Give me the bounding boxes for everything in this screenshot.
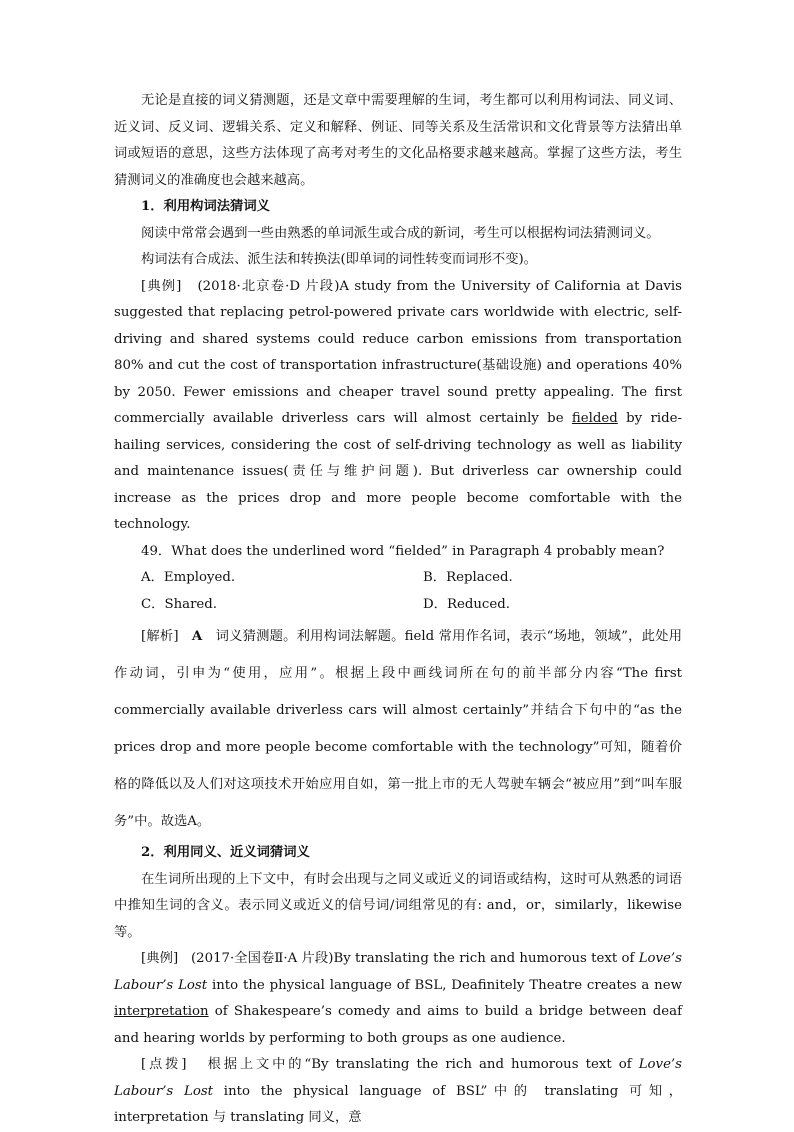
section-1-paragraph-1: 阅读中常常会遇到一些由熟悉的单词派生或合成的新词，考生可以根据构词法猜测词义。	[141, 225, 660, 241]
option-d: D．Reduced.	[423, 596, 510, 612]
tip-text: 根据上文中的“By translating the rich and humorous text of	[207, 1057, 639, 1072]
example-source: (2017·全国卷Ⅱ·A 片段)	[190, 951, 334, 966]
tip-title: Love’s Labour’s Lost	[114, 1057, 682, 1099]
analysis-tag: [解析]	[141, 629, 179, 644]
intro-paragraph: 无论是直接的词义猜测题，还是文章中需要理解的生词，考生都可以利用构词法、同义词、近义词、反义词、逻辑关系、定义和解释、例证、同等关系及生活常识和文化背景等方法猜出单词或短语的意思，这些方法体现了高考对考生的文化品格要求越来越高。掌握了这些方法，考生猜测词义的准确度也会越来越高。	[114, 93, 682, 188]
example-1	[114, 274, 682, 539]
example-source: (2018·北京卷·D 片段)	[197, 278, 340, 294]
analysis-text: 词义猜测题。利用构词法解题。field 常用作名词，表示“场地，领域”，此处用作动词，引申为“使用，应用”。根据上段中画线词所在句的前半部分内容“The first commercially available driverless cars will almost certainly”并结合下句中的“as the prices drop and more people become comfortable with the technology”可知，随着价格的降低以及人们对这项技术开始应用自如，第一批上市的无人驾驶车辆会“被应用”到“叫车服务”中。故选A。	[114, 629, 682, 829]
section-1-paragraph-2: 构词法有合成法、派生法和转换法(即单词的词性转变而词形不变)。	[141, 252, 537, 267]
example-tag: [典例]	[141, 951, 179, 966]
option-a: A．Employed.	[141, 570, 236, 585]
analysis	[114, 618, 682, 840]
underlined-word: fielded	[571, 411, 618, 426]
analysis-answer: A	[191, 629, 203, 644]
option-b: B．Replaced.	[423, 570, 513, 585]
section-2-paragraph-1: 在生词所出现的上下文中，有时会出现与之同义或近义的词语或结构，这时可从熟悉的词语中推知生词的含义。表示同义或近义的信号词/词组常见的有: and，or，similarly，likewise 等。	[114, 871, 682, 940]
tip	[114, 1052, 682, 1132]
section-2-heading: 2．利用同义、近义词猜词义	[141, 845, 310, 860]
document-page	[114, 88, 682, 1132]
question: 49．What does the underlined word “fielded” in Paragraph 4 probably mean?	[141, 543, 665, 559]
tip-text: into the physical language of BSL”中的 translating 可知，interpretation 与 translating 同义，意	[114, 1083, 682, 1125]
example-title: Love’s Labour’s Lost	[114, 951, 682, 993]
answer-options	[114, 565, 682, 618]
example-tag: [典例]	[141, 278, 182, 294]
section-1-heading: 1．利用构词法猜词义	[141, 199, 270, 214]
example-text: by ride-hailing services, considering the cost of self-driving technology as well as liability and maintenance issues(责任与维护问题). But driverless car ownership could increase as the prices drop and more people become comfortable with the technology.	[114, 411, 682, 532]
option-c: C．Shared.	[141, 596, 218, 612]
example-text: into the physical language of BSL, Deafinitely Theatre creates a new	[207, 977, 682, 993]
underlined-word: interpretation	[114, 1004, 209, 1019]
example-text: By translating the rich and humorous text of	[333, 951, 639, 966]
example-text: of Shakespeare’s comedy and aims to build a bridge between deaf and hearing worlds by performing to both groups as one audience.	[114, 1004, 682, 1046]
example-text: A study from the University of California at Davis suggested that replacing petrol-powered private cars worldwide with electric, self-driving and shared systems could reduce carbon emissions from transportation 80% and cut the cost of transportation infrastructure(基础设施) and operations 40% by 2050. Fewer emissions and cheaper travel sound pretty appealing. The first commercially available driverless cars will almost certainly be	[114, 278, 682, 426]
example-2	[114, 946, 682, 1052]
tip-tag: [点拨]	[141, 1057, 187, 1072]
